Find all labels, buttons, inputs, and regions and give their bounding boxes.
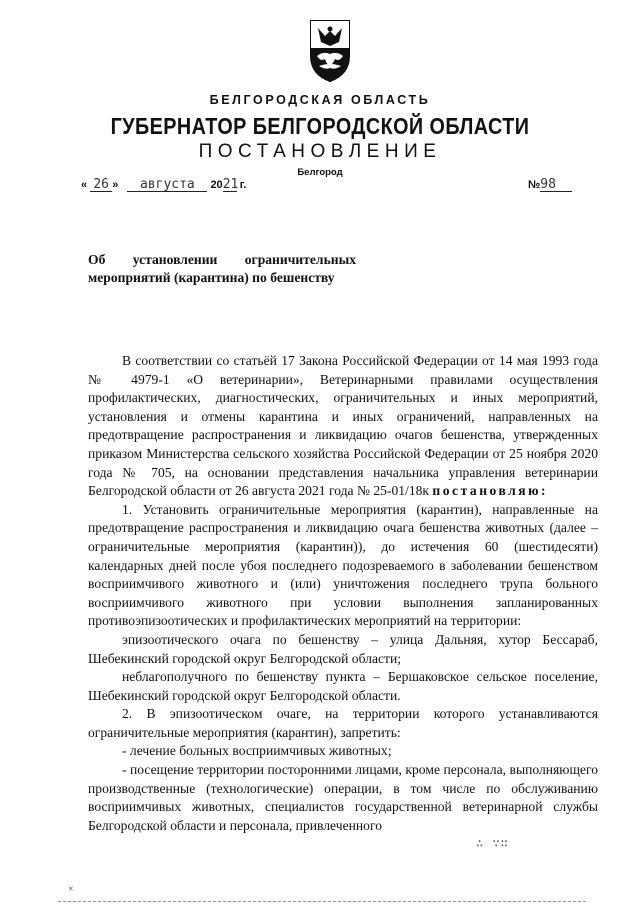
document-body — [88, 352, 598, 835]
number-value: 98 — [540, 178, 572, 192]
document-number — [528, 178, 572, 192]
document-subject: Об установлении ограничительных мероприятий (карантина) по бешенству — [88, 252, 356, 285]
intro-text: В соответствии со статьёй 17 Закона Российской Федерации от 14 мая 1993 года № 4979-1 «О ветеринарии», Ветеринарными правилами осуществления профилактических, диагностических, ограничительных и иных мероприятий, установления и отмены карантина и иных ограничений, направленных на предотвращение распространения и ликвидацию очагов бешенства, утвержденных приказом Министерства сельского хозяйства Российской Федерации от 25 ноября 2020 года № 705, на основании представления начальника управления ветеринарии Белгородской области от 26 августа 2021 года № 25-01/18к — [88, 353, 598, 499]
date-month: августа — [127, 178, 207, 192]
date-quote-open: « — [81, 179, 88, 191]
date-year-unit: г. — [239, 179, 247, 191]
paragraph-ban-visit: - посещение территории посторонними лицами, кроме персонала, выполняющего производственные (технологические) операции, в том числе по обслуживанию восприимчивых животных, специалистов государственной ветеринарной службы Белгородской области и персонала, привлеченного — [88, 762, 598, 833]
coat-of-arms-emblem — [305, 18, 355, 84]
paragraph-item-2: 2. В эпизоотическом очаге, на территории которого устанавливаются ограничительные мероприятия (карантин), запретить: — [88, 706, 598, 740]
date-year-prefix: 20 — [210, 179, 223, 191]
document-date — [81, 178, 246, 192]
governor-title: ГУБЕРНАТОР БЕЛГОРОДСКОЙ ОБЛАСТИ — [110, 113, 530, 139]
intro-paragraph — [88, 352, 598, 501]
paragraph-focus: эпизоотического очага по бешенству – улица Дальняя, хутор Бессараб, Шебекинский городской округ Белгородской области; — [88, 631, 598, 666]
paragraph-point: неблагополучного по бешенству пункта – Бершаковское сельское поселение, Шебекинский городской округ Белгородской области. — [88, 669, 598, 703]
date-quote-close: » — [112, 179, 119, 191]
date-day: 26 — [90, 178, 112, 192]
number-label: № — [528, 179, 541, 191]
document-type: ПОСТАНОВЛЕНИЕ — [198, 141, 442, 162]
date-year-suffix: 21 — [222, 177, 239, 192]
paragraph-item-1: 1. Установить ограничительные мероприятия (карантин), направленные на предотвращение распространения и ликвидацию очага бешенства животных (далее – ограничительные мероприятия (карантин)), до истечения 60 (шестидесяти) календарных дней после убоя последнего подозреваемого в заболевании бешенством восприимчивого животного и (или) уничтожения последнего трупа больного восприимчивого животного при условии выполнения запланированных противоэпизоотических и профилактических мероприятий на территории: — [88, 501, 598, 629]
decree-word: постановляю: — [432, 483, 549, 499]
city-label: Белгород — [297, 167, 343, 178]
page-bottom-line — [58, 901, 586, 902]
region-heading: БЕЛГОРОДСКАЯ ОБЛАСТЬ — [209, 93, 431, 107]
scan-tick: × — [68, 884, 74, 895]
scan-mark: ∴ ∵∷ — [476, 836, 509, 850]
paragraph-ban-treatment: - лечение больных восприимчивых животных; — [122, 743, 392, 759]
